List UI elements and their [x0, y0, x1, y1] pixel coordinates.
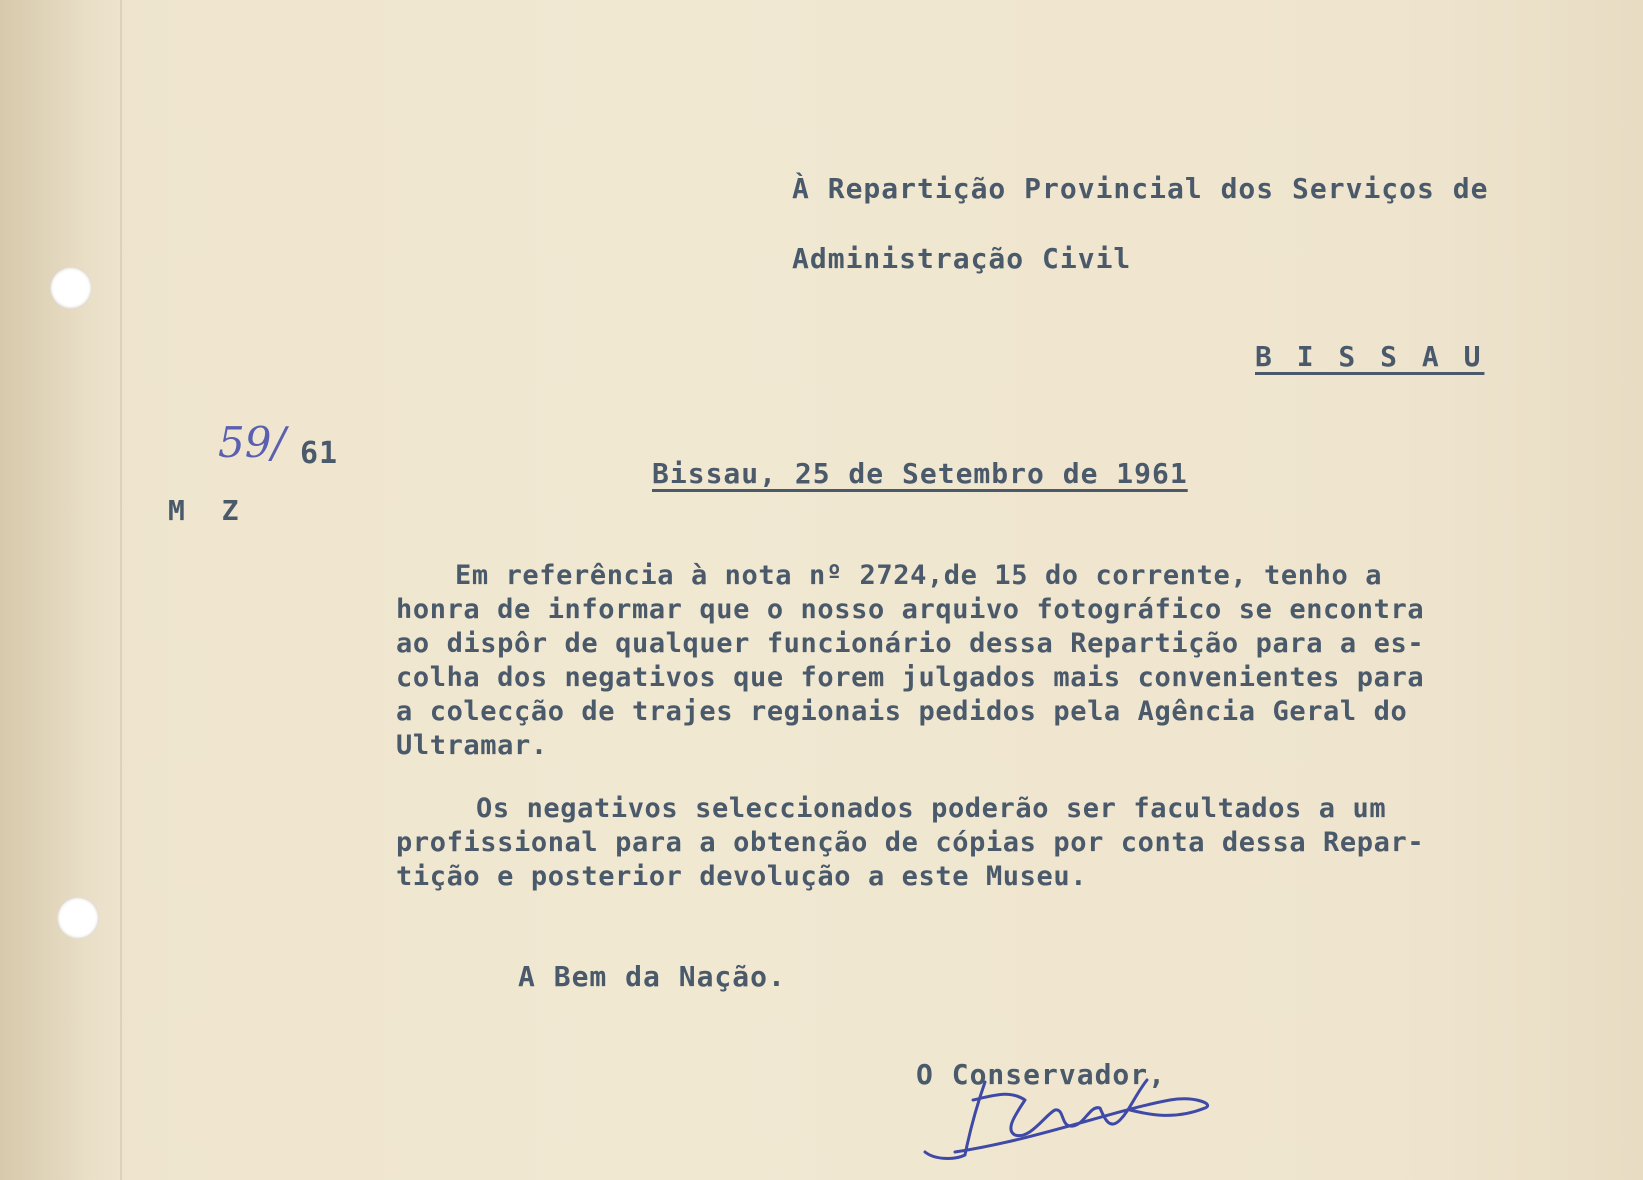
paragraph-1-line: honra de informar que o nosso arquivo fotográfico se encontra: [396, 594, 1425, 625]
addressee-line-2: Administração Civil: [792, 242, 1132, 275]
paragraph-2-line: Os negativos seleccionados poderão ser facultados a um: [476, 793, 1387, 824]
closing-salutation: A Bem da Nação.: [518, 960, 786, 993]
addressee-city: B I S S A U: [1255, 340, 1485, 373]
page-fold-shadow: [120, 0, 122, 1180]
punch-hole-bottom: [57, 897, 99, 939]
paragraph-1-line: a colecção de trajes regionais pedidos pela Agência Geral do: [396, 696, 1408, 727]
handwritten-reference-number: 59/: [218, 418, 286, 467]
reference-initials: M Z: [168, 494, 240, 527]
paragraph-2-line: tição e posterior devolução a este Museu.: [396, 861, 1088, 892]
signatory-title: O Conservador,: [916, 1058, 1167, 1091]
paragraph-1-line: Ultramar.: [396, 730, 548, 761]
reference-year: 61: [300, 436, 339, 471]
paragraph-1-line: colha dos negativos que forem julgados mais convenientes para: [396, 662, 1425, 693]
paragraph-1-line: ao dispôr de qualquer funcionário dessa Repartição para a es-: [396, 628, 1425, 659]
paragraph-1-line: Em referência à nota nº 2724,de 15 do corrente, tenho a: [455, 560, 1383, 591]
date-line: Bissau, 25 de Setembro de 1961: [652, 457, 1188, 490]
handwritten-signature: [915, 1060, 1235, 1170]
paragraph-2-line: profissional para a obtenção de cópias por conta dessa Repar-: [396, 827, 1425, 858]
addressee-line-1: À Repartição Provincial dos Serviços de: [792, 172, 1489, 205]
punch-hole-top: [50, 267, 92, 309]
